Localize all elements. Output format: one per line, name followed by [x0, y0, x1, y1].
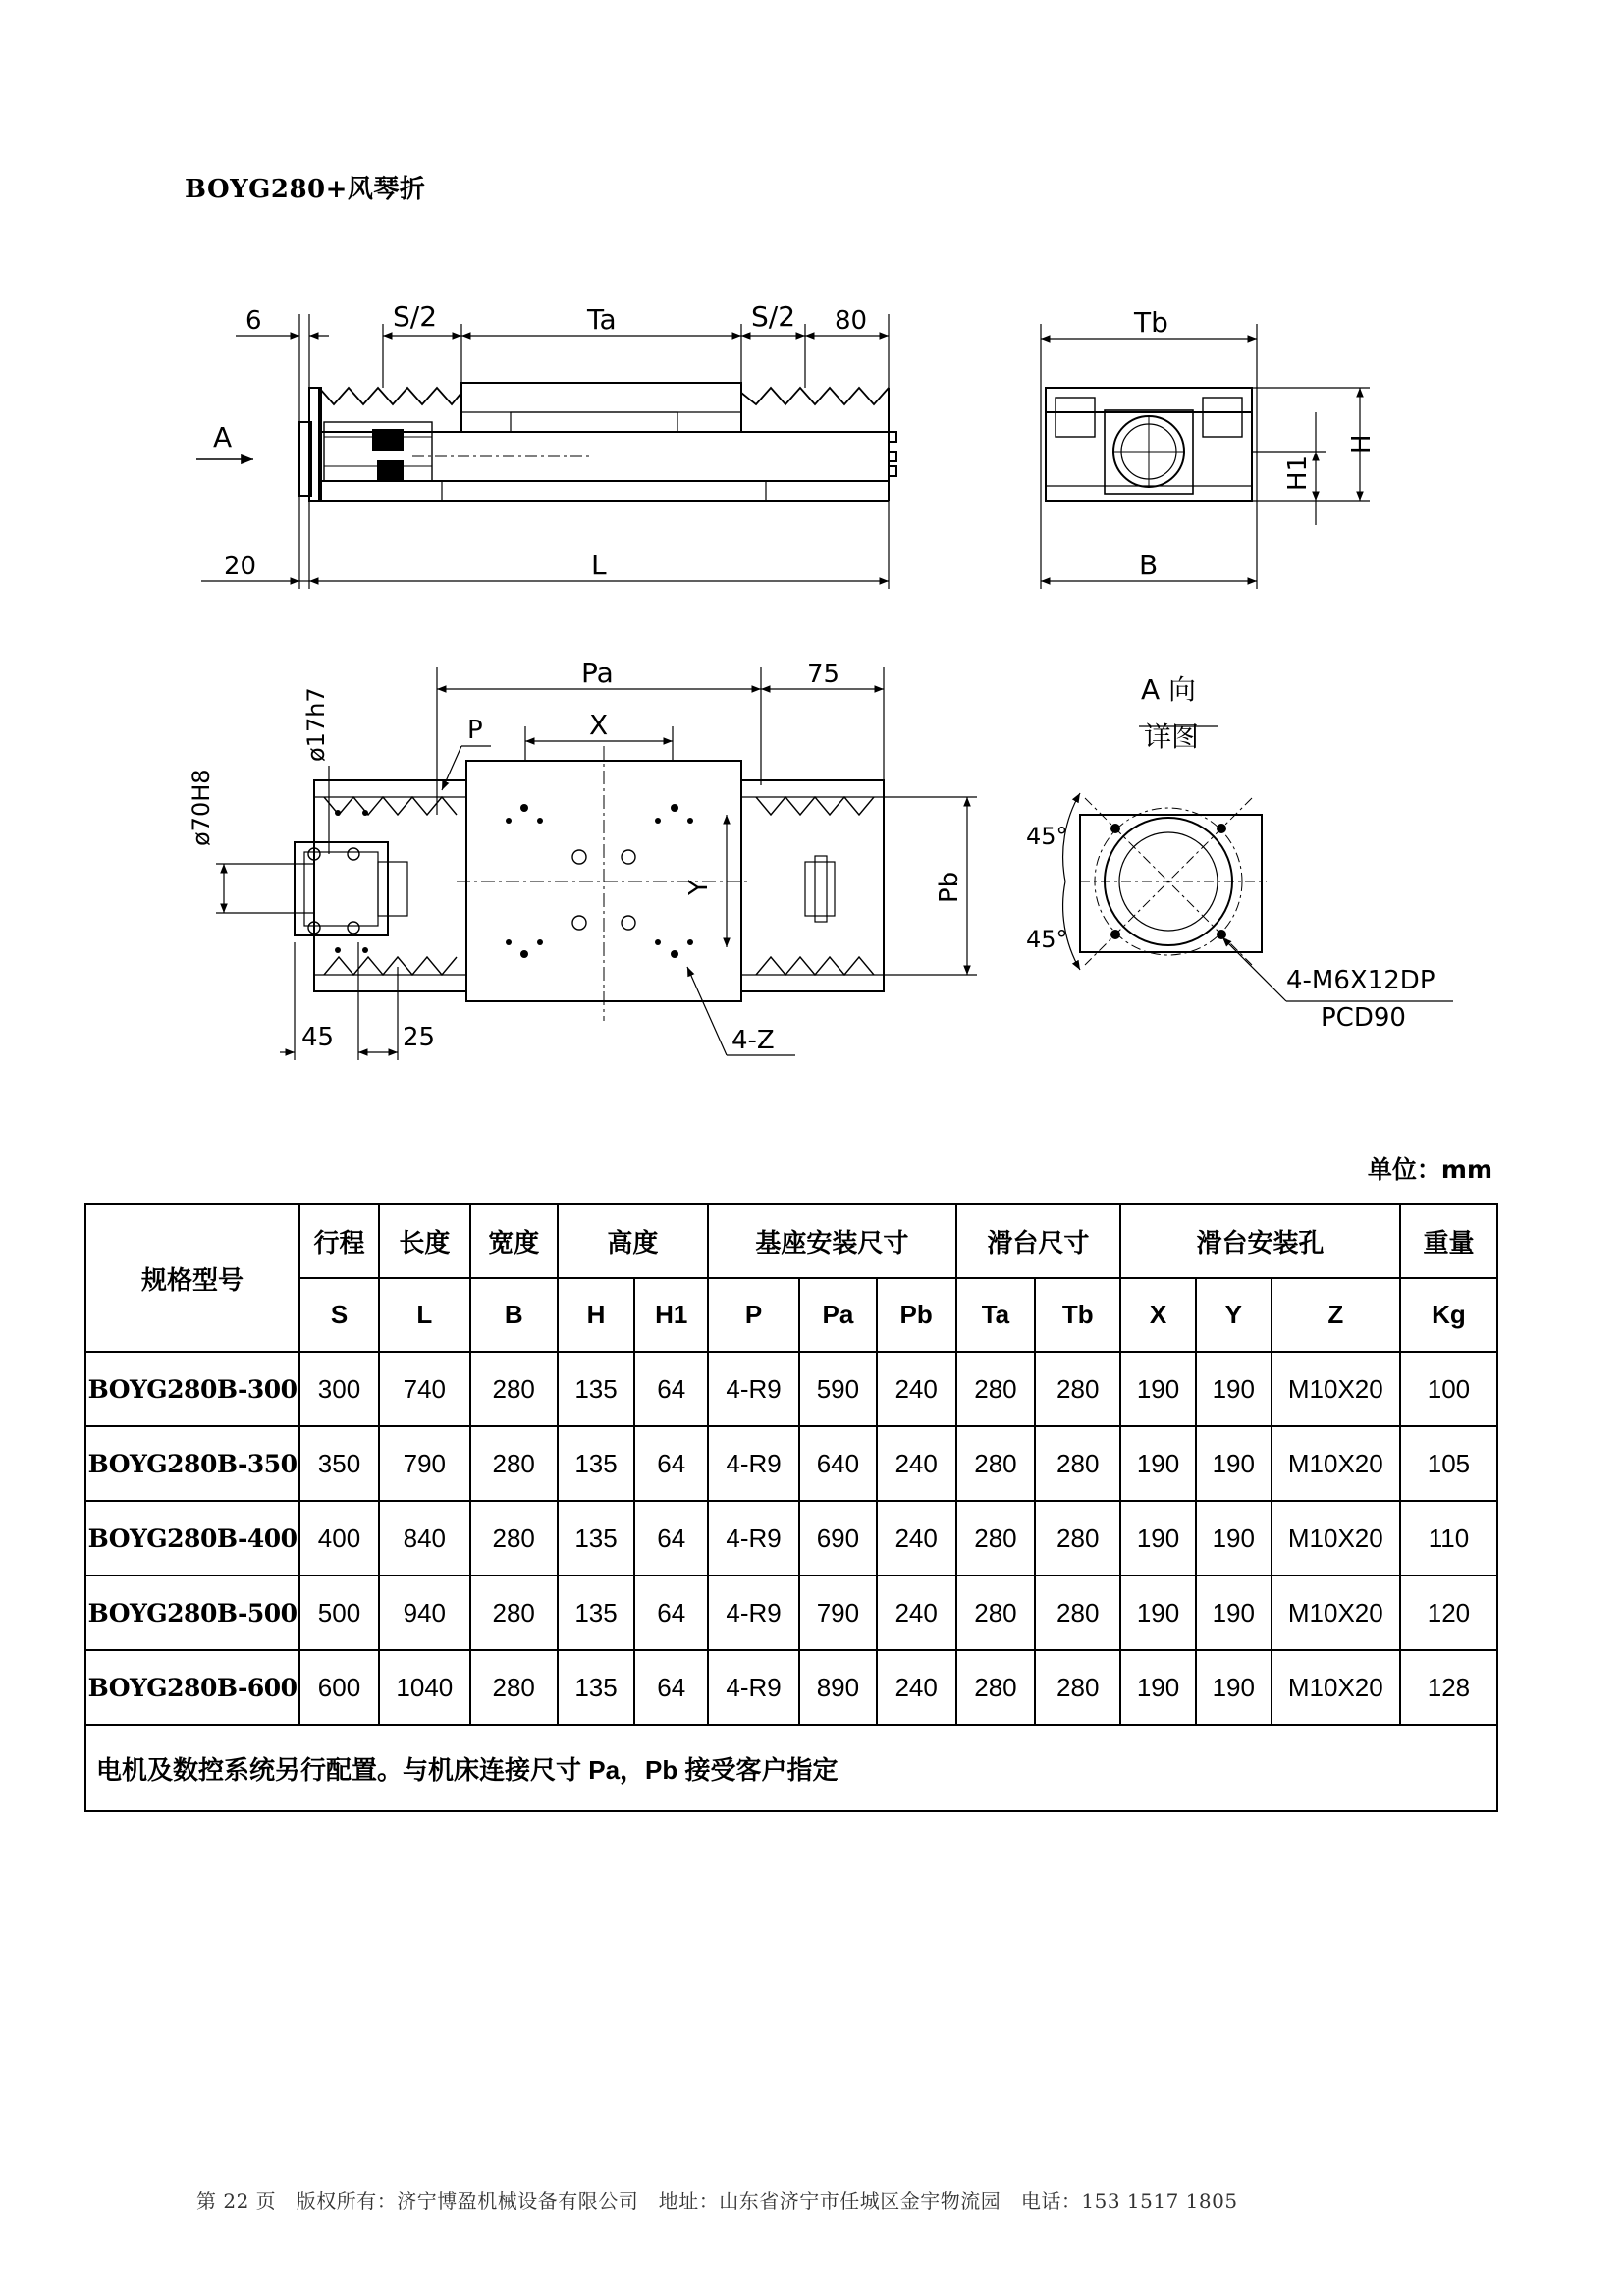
table-cell: 4-R9 — [708, 1575, 799, 1650]
dim-pb-label: Pb — [935, 871, 964, 903]
header-model: 规格型号 — [85, 1204, 299, 1352]
header-length: 长度 — [379, 1204, 470, 1278]
header-height: 高度 — [558, 1204, 708, 1278]
angle-top-label: 45° — [1026, 823, 1068, 850]
table-cell: 190 — [1120, 1501, 1196, 1575]
dim-80-label: 80 — [835, 306, 868, 336]
dim-p-label: P — [467, 716, 483, 745]
table-cell: 64 — [634, 1501, 708, 1575]
table-cell: 240 — [877, 1650, 956, 1725]
table-cell: 790 — [799, 1575, 877, 1650]
dim-h-label: H — [1347, 434, 1377, 454]
table-cell: 105 — [1400, 1426, 1497, 1501]
table-row — [85, 1426, 1497, 1501]
dim-b-label: B — [1139, 549, 1159, 581]
table-cell: 280 — [956, 1650, 1036, 1725]
table-cell: 280 — [470, 1352, 558, 1426]
side-view — [196, 314, 896, 589]
dim-4z-label: 4-Z — [731, 1026, 775, 1055]
header-symbol: Ta — [956, 1278, 1036, 1352]
table-cell: M10X20 — [1272, 1426, 1400, 1501]
header-symbol: Tb — [1035, 1278, 1120, 1352]
table-row — [85, 1501, 1497, 1575]
dim-phi70-label: ø70H8 — [188, 769, 215, 846]
table-cell: 190 — [1120, 1575, 1196, 1650]
table-cell: 64 — [634, 1650, 708, 1725]
unit-label: 单位：mm — [1367, 1155, 1492, 1184]
model-cell: BOYG280B-350 — [85, 1426, 299, 1501]
dim-ta-label: Ta — [587, 303, 617, 336]
dim-20-label: 20 — [224, 552, 257, 581]
table-cell: 280 — [1035, 1650, 1120, 1725]
page-title: BOYG280+风琴折 — [185, 175, 426, 204]
dim-tb-label: Tb — [1134, 306, 1168, 339]
table-cell: 280 — [1035, 1426, 1120, 1501]
model-cell: BOYG280B-600 — [85, 1650, 299, 1725]
table-cell: 1040 — [379, 1650, 470, 1725]
dim-s2-left-label: S/2 — [393, 300, 438, 333]
page-footer: 第 22 页 版权所有：济宁博盈机械设备有限公司 地址：山东省济宁市任城区金宇物流园 电话：153 1517 1805 — [196, 2189, 1238, 2213]
table-header-row-1 — [85, 1204, 1497, 1278]
table-cell: 690 — [799, 1501, 877, 1575]
pcd-label: PCD90 — [1321, 1003, 1406, 1033]
table-cell: 64 — [634, 1575, 708, 1650]
table-cell: 240 — [877, 1501, 956, 1575]
header-weight: 重量 — [1400, 1204, 1497, 1278]
header-symbol: Y — [1196, 1278, 1272, 1352]
table-cell: 640 — [799, 1426, 877, 1501]
dim-6-label: 6 — [245, 306, 262, 336]
model-cell: BOYG280B-300 — [85, 1352, 299, 1426]
table-cell: 190 — [1120, 1650, 1196, 1725]
header-symbol: S — [299, 1278, 379, 1352]
table-cell: 190 — [1120, 1352, 1196, 1426]
table-cell: 190 — [1196, 1501, 1272, 1575]
table-cell: 840 — [379, 1501, 470, 1575]
dim-h1-label: H1 — [1283, 454, 1313, 491]
table-cell: 240 — [877, 1352, 956, 1426]
table-cell: 240 — [877, 1575, 956, 1650]
table-cell: 190 — [1196, 1426, 1272, 1501]
dim-phi17-label: ø17h7 — [302, 687, 330, 762]
header-symbol: B — [470, 1278, 558, 1352]
table-cell: 940 — [379, 1575, 470, 1650]
header-symbol: Z — [1272, 1278, 1400, 1352]
table-cell: 280 — [1035, 1575, 1120, 1650]
table-cell: 4-R9 — [708, 1426, 799, 1501]
dim-45-label: 45 — [301, 1023, 335, 1052]
table-cell: 280 — [470, 1501, 558, 1575]
table-cell: 110 — [1400, 1501, 1497, 1575]
table-cell: 280 — [1035, 1501, 1120, 1575]
table-cell: 500 — [299, 1575, 379, 1650]
dim-y-label: Y — [684, 880, 714, 895]
table-cell: 280 — [956, 1352, 1036, 1426]
model-cell: BOYG280B-500 — [85, 1575, 299, 1650]
table-cell: M10X20 — [1272, 1575, 1400, 1650]
dim-75-label: 75 — [807, 660, 840, 689]
header-slide-holes: 滑台安装孔 — [1120, 1204, 1400, 1278]
table-row — [85, 1575, 1497, 1650]
model-cell: BOYG280B-400 — [85, 1501, 299, 1575]
header-symbol: Pa — [799, 1278, 877, 1352]
holes-label: 4-M6X12DP — [1286, 966, 1435, 995]
dim-pa-label: Pa — [581, 657, 614, 689]
header-symbol: Kg — [1400, 1278, 1497, 1352]
header-symbol: Pb — [877, 1278, 956, 1352]
table-row — [85, 1352, 1497, 1426]
table-cell: 190 — [1196, 1650, 1272, 1725]
header-symbol: X — [1120, 1278, 1196, 1352]
view-a-line2: 详图 — [1144, 721, 1200, 753]
end-view — [1041, 324, 1370, 589]
table-cell: 135 — [558, 1426, 635, 1501]
table-cell: 4-R9 — [708, 1501, 799, 1575]
table-note-row — [85, 1725, 1497, 1811]
table-cell: M10X20 — [1272, 1501, 1400, 1575]
table-cell: 120 — [1400, 1575, 1497, 1650]
table-cell: 128 — [1400, 1650, 1497, 1725]
dim-x-label: X — [589, 709, 609, 741]
table-cell: 135 — [558, 1501, 635, 1575]
table-cell: 740 — [379, 1352, 470, 1426]
table-cell: 300 — [299, 1352, 379, 1426]
angle-bottom-label: 45° — [1026, 926, 1068, 953]
technical-drawing — [0, 0, 1624, 1139]
table-cell: 280 — [470, 1426, 558, 1501]
table-cell: 350 — [299, 1426, 379, 1501]
table-cell: 135 — [558, 1352, 635, 1426]
table-cell: 280 — [470, 1650, 558, 1725]
dim-l-label: L — [591, 549, 607, 581]
table-cell: 135 — [558, 1575, 635, 1650]
header-symbol: H — [558, 1278, 635, 1352]
header-width: 宽度 — [470, 1204, 558, 1278]
spec-table — [84, 1203, 1498, 1812]
table-cell: 190 — [1120, 1426, 1196, 1501]
table-cell: 190 — [1196, 1575, 1272, 1650]
table-cell: 100 — [1400, 1352, 1497, 1426]
table-cell: 280 — [956, 1426, 1036, 1501]
table-cell: 64 — [634, 1352, 708, 1426]
table-cell: M10X20 — [1272, 1352, 1400, 1426]
table-cell: M10X20 — [1272, 1650, 1400, 1725]
table-cell: 400 — [299, 1501, 379, 1575]
arrow-a-label: A — [213, 421, 233, 454]
dim-s2-right-label: S/2 — [751, 300, 796, 333]
table-cell: 280 — [470, 1575, 558, 1650]
view-a-line1: A 向 — [1141, 673, 1197, 706]
header-symbol: H1 — [634, 1278, 708, 1352]
table-cell: 190 — [1196, 1352, 1272, 1426]
table-cell: 590 — [799, 1352, 877, 1426]
header-symbol: L — [379, 1278, 470, 1352]
table-cell: 135 — [558, 1650, 635, 1725]
table-cell: 280 — [956, 1575, 1036, 1650]
table-cell: 280 — [956, 1501, 1036, 1575]
table-cell: 240 — [877, 1426, 956, 1501]
table-cell: 600 — [299, 1650, 379, 1725]
table-cell: 4-R9 — [708, 1650, 799, 1725]
header-slide-size: 滑台尺寸 — [956, 1204, 1121, 1278]
header-base-mount: 基座安装尺寸 — [708, 1204, 955, 1278]
table-cell: 4-R9 — [708, 1352, 799, 1426]
table-cell: 64 — [634, 1426, 708, 1501]
table-cell: 790 — [379, 1426, 470, 1501]
dim-25-label: 25 — [403, 1023, 436, 1052]
header-symbol: P — [708, 1278, 799, 1352]
table-note: 电机及数控系统另行配置。与机床连接尺寸 Pa，Pb 接受客户指定 — [85, 1725, 1497, 1811]
table-cell: 280 — [1035, 1352, 1120, 1426]
table-row — [85, 1650, 1497, 1725]
a-detail-view — [1063, 726, 1453, 1001]
table-cell: 890 — [799, 1650, 877, 1725]
header-stroke: 行程 — [299, 1204, 379, 1278]
